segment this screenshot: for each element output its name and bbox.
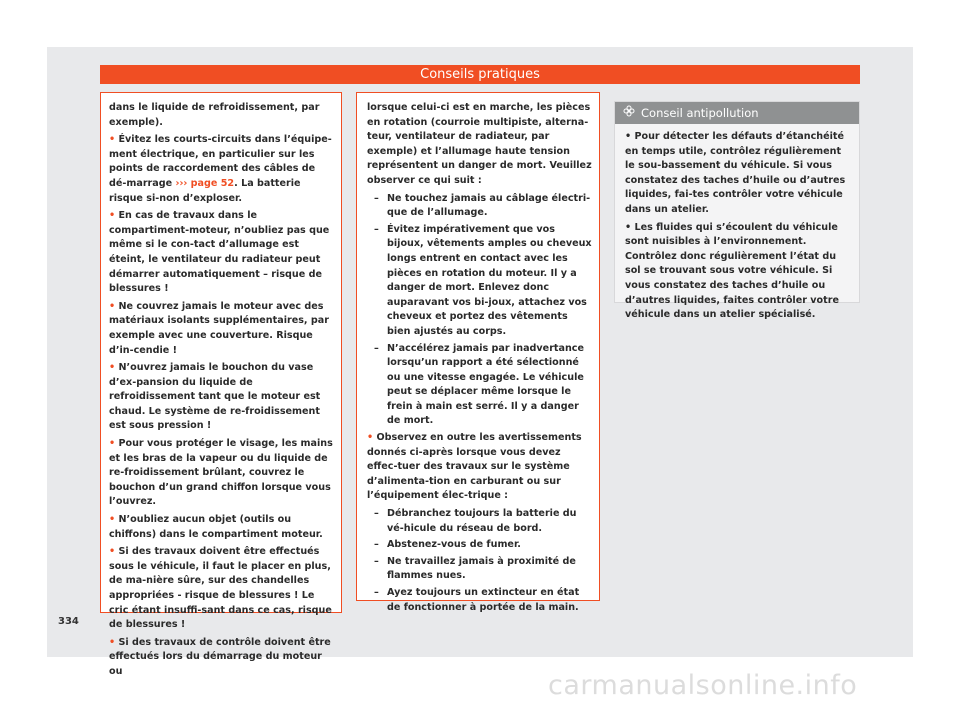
bullet-item: • Si des travaux de contrôle doivent être effectués lors du démarrage du moteur ou bbox=[109, 636, 331, 677]
dash-item: – Ne touchez jamais au câblage électri-que de l’allumage. bbox=[367, 192, 593, 221]
bullet-item: • Les fluides qui s’écoulent du véhicule sont nuisibles à l’environnement. Contrôlez donc régulièrement l’état du sol se trouvant sous votre véhicule. Si vous constatez des taches d’huile ou d’autres liquides, faites contrôler votre véhicule dans un atelier spécialisé. bbox=[625, 221, 839, 321]
eco-tip-title: Conseil antipollution bbox=[641, 106, 759, 120]
bullet-item: • Observez en outre les avertissements donnés ci-après lorsque vous devez effec-tuer des travaux sur le système d’alimenta-tion en carburant ou sur l’équipement élec-trique : bbox=[367, 432, 582, 502]
eco-tip-box bbox=[614, 101, 860, 321]
paragraph: lorsque celui-ci est en marche, les pièces en rotation (courroie multipiste, alterna-teur, ventilateur de radiateur, par exemple) et l’allumage haute tension représentent un danger de mort. Veuillez observer ce qui suit : bbox=[367, 102, 592, 186]
dash-list bbox=[367, 192, 593, 430]
watermark: carmanualsonline.info bbox=[548, 670, 858, 701]
bullet-item: • Pour vous protéger le visage, les mains et les bras de la vapeur ou du liquide de re-froidissement brûlant, couvrez le bouchon d’un grand chiffon lorsque vous l’ouvrez. bbox=[109, 438, 333, 508]
bullet-item: • N’oubliez aucun objet (outils ou chiffons) dans le compartiment moteur. bbox=[109, 514, 323, 540]
dash-item: – N’accélérez jamais par inadvertance lorsqu’un rapport a été sélectionné ou une vitesse engagée. Le véhicule peut se déplacer même lorsque le frein à main est serré. Il y a danger de mort. bbox=[367, 342, 593, 430]
bullet-item: • Évitez les courts-circuits dans l’équipe-ment électrique, en particulier sur les points de raccordement des câbles de dé-marrage ››› page 52. La batterie risque si-non d’exploser. bbox=[109, 134, 332, 204]
dash-list bbox=[367, 507, 593, 615]
section-header: Conseils pratiques bbox=[100, 65, 860, 84]
column-middle bbox=[356, 92, 600, 613]
eco-flower-icon bbox=[623, 102, 635, 124]
dash-item: – Ne travaillez jamais à proximité de flammes nues. bbox=[367, 555, 593, 584]
paragraph: dans le liquide de refroidissement, par exemple). bbox=[109, 102, 320, 128]
dash-item: – Ayez toujours un extincteur en état de fonctionner à portée de la main. bbox=[367, 586, 593, 615]
bullet-item: • Si des travaux doivent être effectués sous le véhicule, il faut le placer en plus, de ma-nière sûre, sur des chandelles appropriées - risque de blessures ! Le cric étant insuffi-sant dans ce cas, risque de blessures ! bbox=[109, 546, 332, 631]
page-link[interactable]: ››› page 52 bbox=[175, 177, 235, 189]
eco-tip-body bbox=[615, 124, 859, 323]
eco-tip-header bbox=[615, 102, 859, 124]
page-number: 334 bbox=[58, 616, 79, 627]
bullet-item: • Pour détecter les défauts d’étanchéité en temps utile, contrôlez régulièrement le sou-bassement du véhicule. Si vous constatez des taches d’huile ou d’autres liquides, fai-tes contrôler votre véhicule dans un atelier. bbox=[625, 131, 846, 215]
column-left bbox=[100, 92, 342, 677]
bullet-item: • N’ouvrez jamais le bouchon du vase d’ex-pansion du liquide de refroidissement tant que le moteur est chaud. Le système de re-froidissement est sous pression ! bbox=[109, 362, 321, 432]
dash-item: – Débranchez toujours la batterie du vé-hicule du réseau de bord. bbox=[367, 507, 593, 536]
bullet-item: • Ne couvrez jamais le moteur avec des matériaux isolants supplémentaires, par exemple avec une couverture. Risque d’in-cendie ! bbox=[109, 300, 329, 356]
bullet-item: • En cas de travaux dans le compartiment-moteur, n’oubliez pas que même si le con-tact d’allumage est éteint, le ventilateur du radiateur peut démarrer automatiquement – risque de blessures ! bbox=[109, 210, 330, 295]
dash-item: – Abstenez-vous de fumer. bbox=[367, 538, 593, 553]
dash-item: – Évitez impérativement que vos bijoux, vêtements amples ou cheveux longs entrent en contact avec les pièces en rotation du moteur. Il y a danger de mort. Enlevez donc auparavant vos bi-joux, attachez vos cheveux et portez des vêtements bien ajustés au corps. bbox=[367, 223, 593, 340]
